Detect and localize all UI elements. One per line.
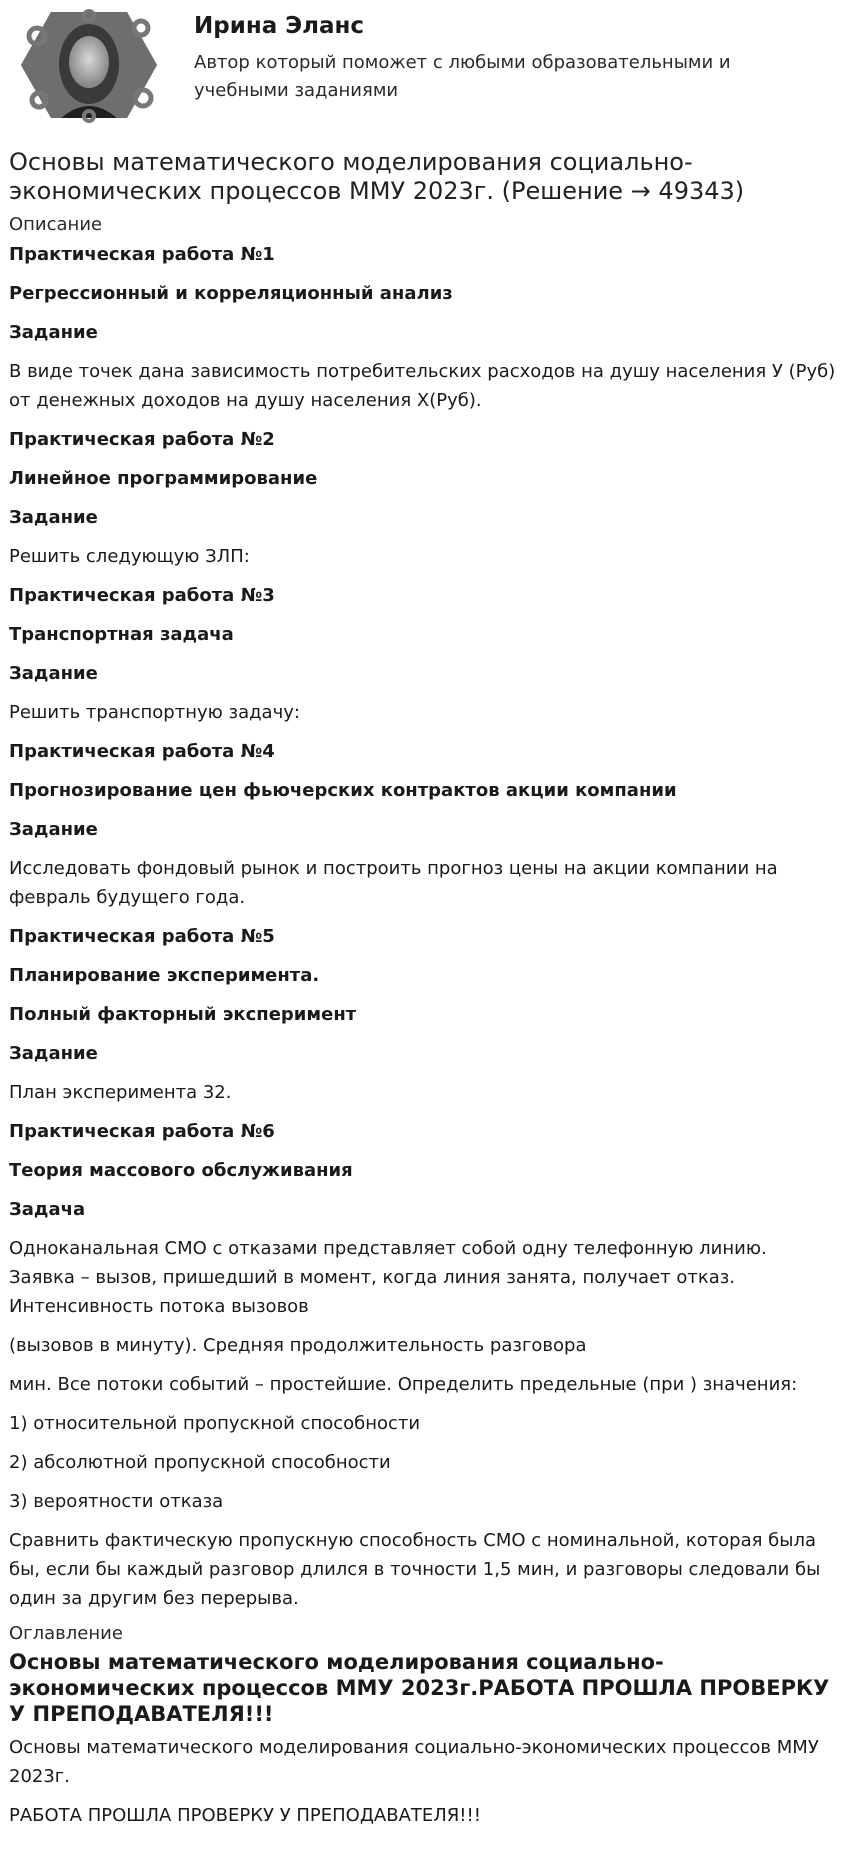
content-paragraph: План эксперимента 32.: [9, 1082, 232, 1103]
content-heading: Практическая работа №3: [9, 585, 275, 606]
content-paragraph: Решить транспортную задачу:: [9, 702, 300, 723]
content-heading: Практическая работа №6: [9, 1121, 275, 1142]
author-card: [9, 0, 838, 132]
toc-content: [9, 1649, 838, 1830]
content-paragraph: 2) абсолютной пропускной способности: [9, 1452, 391, 1473]
content-heading: Задание: [9, 1043, 98, 1064]
content-heading: Задание: [9, 819, 98, 840]
content-heading: Транспортная задача: [9, 624, 234, 645]
description-content: [9, 240, 838, 1613]
content-heading: Планирование эксперимента.: [9, 965, 320, 986]
content-heading: Линейное программирование: [9, 468, 318, 489]
content-paragraph: 1) относительной пропускной способности: [9, 1413, 421, 1434]
content-heading: Задание: [9, 663, 98, 684]
content-heading: Задание: [9, 322, 98, 343]
content-heading: Прогнозирование цен фьючерских контрактов акции компании: [9, 780, 677, 801]
toc-paragraph: РАБОТА ПРОШЛА ПРОВЕРКУ У ПРЕПОДАВАТЕЛЯ!!!: [9, 1805, 481, 1826]
content-paragraph: 3) вероятности отказа: [9, 1491, 224, 1512]
content-paragraph: Исследовать фондовый рынок и построить прогноз цены на акции компании на февраль будущего года.: [9, 858, 778, 908]
author-avatar[interactable]: [15, 6, 163, 124]
author-description: Автор который поможет с любыми образовательными и учебными заданиями: [194, 52, 731, 101]
toc-label: Оглавление: [9, 1623, 123, 1644]
content-heading: Регрессионный и корреляционный анализ: [9, 283, 453, 304]
content-heading: Задача: [9, 1199, 86, 1220]
content-paragraph: мин. Все потоки событий – простейшие. Определить предельные (при ) значения:: [9, 1374, 798, 1395]
content-heading: Полный факторный эксперимент: [9, 1004, 357, 1025]
content-heading: Практическая работа №4: [9, 741, 275, 762]
content-heading: Практическая работа №5: [9, 926, 275, 947]
page-title: Основы математического моделирования социально-экономических процессов ММУ 2023г. (Решение → 49343): [9, 148, 745, 205]
content-paragraph: Одноканальная СМО с отказами представляет собой одну телефонную линию. Заявка – вызов, пришедший в момент, когда линия занята, получает отказ. Интенсивность потока вызовов: [9, 1238, 767, 1317]
content-paragraph: Решить следующую ЗЛП:: [9, 546, 250, 567]
toc-title: Основы математического моделирования социально-экономических процессов ММУ 2023г.РАБОТА ПРОШЛА ПРОВЕРКУ У ПРЕПОДАВАТЕЛЯ!!!: [9, 1650, 830, 1726]
content-paragraph: Сравнить фактическую пропускную способность СМО с номинальной, которая была бы, если бы каждый разговор длился в точности 1,5 мин, и разговоры следовали бы один за другим без перерыва.: [9, 1530, 821, 1609]
content-heading: Практическая работа №1: [9, 244, 275, 265]
description-label: Описание: [9, 214, 103, 235]
content-paragraph: В виде точек дана зависимость потребительских расходов на душу населения У (Руб) от денежных доходов на душу населения Х(Руб).: [9, 361, 836, 411]
toc-paragraph: Основы математического моделирования социально-экономических процессов ММУ 2023г.: [9, 1737, 819, 1787]
content-heading: Теория массового обслуживания: [9, 1160, 353, 1181]
content-heading: Практическая работа №2: [9, 429, 275, 450]
content-heading: Задание: [9, 507, 98, 528]
author-name[interactable]: Ирина Эланс: [194, 13, 365, 39]
content-paragraph: (вызовов в минуту). Средняя продолжительность разговора: [9, 1335, 587, 1356]
